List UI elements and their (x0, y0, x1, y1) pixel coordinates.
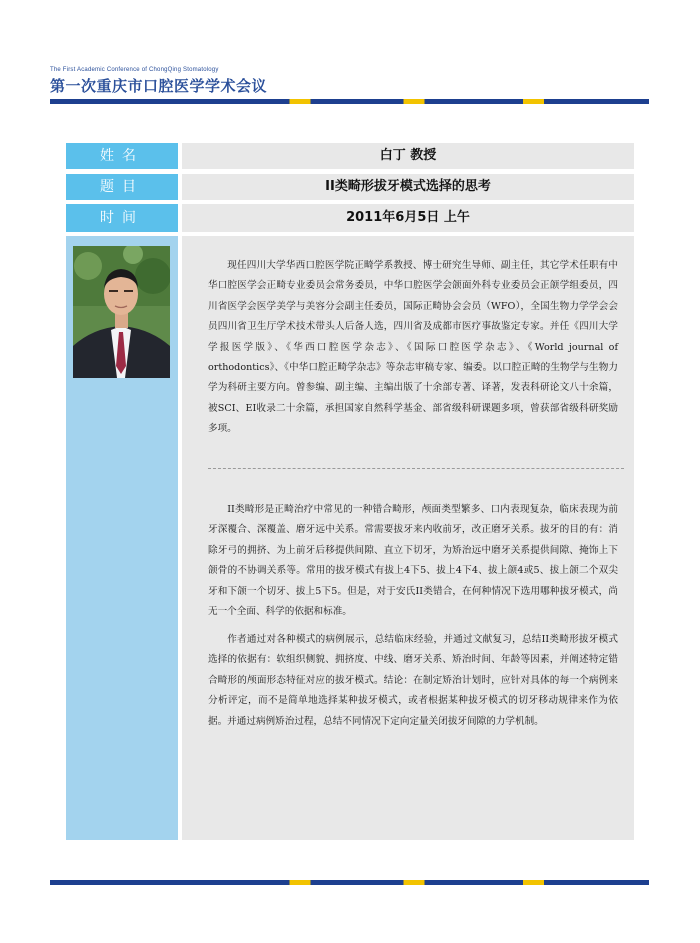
time-label: 时间 (66, 204, 178, 232)
name-value: 白丁 教授 (182, 143, 634, 169)
name-label: 姓名 (66, 143, 178, 169)
time-value: 2011年6月5日 上午 (182, 204, 634, 232)
speaker-bio: 现任四川大学华西口腔医学院正畸学系教授、博士研究生导师、副主任，其它学术任职有中华口腔医学会正畸专业委员会常务委员，中华口腔医学会颌面外科专业委员会正颌学组委员，四川省医学会医学美学与美容分会副主任委员，国际正畸协会会员（WFO），全国生物力学学会会员四川省卫生厅学术技术带头人后备人选，四川省及成都市医疗事故鉴定专家。并任《四川大学学报医学版》、《华西口腔医学杂志》、《国际口腔医学杂志》、《World journal of orthodontics》、《中华口腔正畸学杂志》等杂志审稿专家、编委。以口腔正畸的生物学与生物力学为科研主要方向。曾参编、副主编、主编出版了十余部专著、译著，发表科研论文八十余篇，被SCI、EI收录二十余篇，承担国家自然科学基金、部省级科研课题多项，曾获部省级科研奖励多项。 (208, 260, 618, 435)
abstract-paragraph-1: II类畸形是正畸治疗中常见的一种错合畸形，颅面类型繁多、口内表现复杂，临床表现为前牙深覆合、深覆盖、磨牙远中关系。常需要拔牙来内收前牙，改正磨牙关系。拔牙的目的有：消除牙弓的拥挤、为上前牙后移提供间隙、直立下切牙，为矫治远中磨牙关系提供间隙、掩饰上下颌骨的不协调关系等。常用的拔牙模式有拔上4下5、拔上4下4、拔上颌4或5、拔上颌二个双尖牙和下颌一个切牙、拔上5下5。但是，对于安氏II类错合，在何种情况下选用哪种拔牙模式，尚无一个全面、科学的依据和标准。 (208, 504, 618, 618)
topic-value: II类畸形拔牙模式选择的思考 (182, 174, 634, 200)
footer-stripe (50, 880, 649, 885)
abstract-paragraph-2: 作者通过对各种模式的病例展示，总结临床经验，并通过文献复习，总结II类畸形拔牙模式选择的依据有：软组织侧貌、拥挤度、中线、磨牙关系、矫治时间、年龄等因素，并阐述特定错合畸形的颅面形态特征对应的拔牙模式。结论：在制定矫治计划时，应针对具体的每一个病例来分析评定，而不是简单地选择某种拔牙模式，或者根据某种拔牙模式的切牙移动规律来作为依据。并通过病例矫治过程，总结不同情况下定向定量关闭拔牙间隙的力学机制。 (208, 634, 618, 727)
conference-title-zh: 第一次重庆市口腔医学学术会议 (50, 77, 268, 95)
topic-label: 题目 (66, 174, 178, 200)
conference-title-en: The First Academic Conference of ChongQing Stomatology (50, 67, 219, 73)
section-divider (208, 468, 624, 469)
header-stripe (50, 99, 649, 104)
speaker-photo (73, 246, 170, 378)
